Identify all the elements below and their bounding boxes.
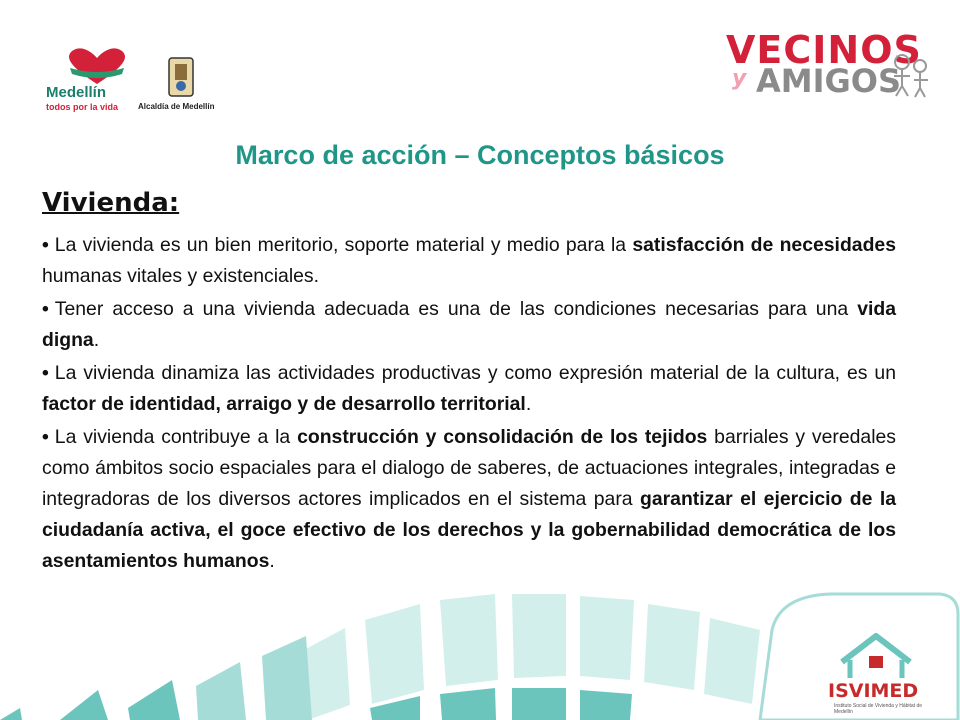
alcaldia-logo [138, 56, 230, 116]
bullet-text: barriales y veredales como ámbitos socio espaciales para el dialogo de saberes, de actuaciones integrales, integradas e integradoras de los diversos actores implicados en el sistema para [42, 426, 896, 510]
bullet-list [42, 230, 896, 579]
medellin-logo-name: Medellín [46, 84, 107, 101]
bullet-text-bold: garantizar el ejercicio de la ciudadanía activa, el goce efectivo de los derechos y la gobernabilidad democrática de los asentamientos humanos [42, 488, 897, 572]
alcaldia-label: Alcaldía de Medellín [138, 102, 215, 111]
house-icon [836, 632, 916, 682]
bullet-text-bold: factor de identidad, arraigo y de desarrollo territorial [42, 393, 526, 415]
bullet-text: . [269, 550, 275, 572]
section-heading: Vivienda: [42, 188, 180, 218]
vecinos-word: VECINOS [726, 28, 922, 72]
bullet-text: La vivienda dinamiza las actividades productivas y como expresión material de la cultura, es un [54, 362, 896, 384]
bullet-dot-icon: • [42, 362, 49, 384]
bullet-dot-icon: • [42, 298, 49, 320]
bullet-text: humanas vitales y existenciales. [42, 265, 319, 287]
slide-title: Marco de acción – Conceptos básicos [235, 140, 725, 170]
medellin-logo-tagline: todos por la vida [46, 102, 119, 112]
vecinos-amigos-logo [716, 30, 930, 100]
amigos-word: AMIGOS [756, 62, 902, 100]
isvimed-name: ISVIMED [828, 680, 919, 702]
bullet-text: . [93, 329, 100, 351]
bullet-item [42, 422, 896, 577]
coat-of-arms-icon [166, 56, 196, 100]
bullet-dot-icon: • [42, 426, 49, 448]
isvimed-subtitle: Instituto Social de Vivienda y Hábitat de Medellín [834, 703, 923, 715]
bullet-text: La vivienda es un bien meritorio, soporte material y medio para la [54, 234, 633, 256]
bullet-dot-icon: • [42, 234, 49, 256]
bullet-item [42, 230, 896, 292]
bullet-item [42, 358, 896, 420]
bullet-item [42, 294, 896, 356]
bullet-text: La vivienda contribuye a la [54, 426, 298, 448]
heart-icon [62, 46, 132, 86]
vecinos-conjunction: y [732, 66, 747, 91]
bullet-text: . [525, 393, 532, 415]
bullet-text-bold: satisfacción de necesidades [632, 234, 896, 256]
isvimed-logo [818, 630, 944, 720]
medellin-logo [44, 46, 134, 116]
bullet-text-bold: vida digna [42, 298, 896, 351]
bullet-text-bold: construcción y consolidación de los tejidos [297, 426, 708, 448]
bullet-text: Tener acceso a una vivienda adecuada es una de las condiciones necesarias para una [54, 298, 858, 320]
kids-drawing-icon [888, 50, 932, 100]
